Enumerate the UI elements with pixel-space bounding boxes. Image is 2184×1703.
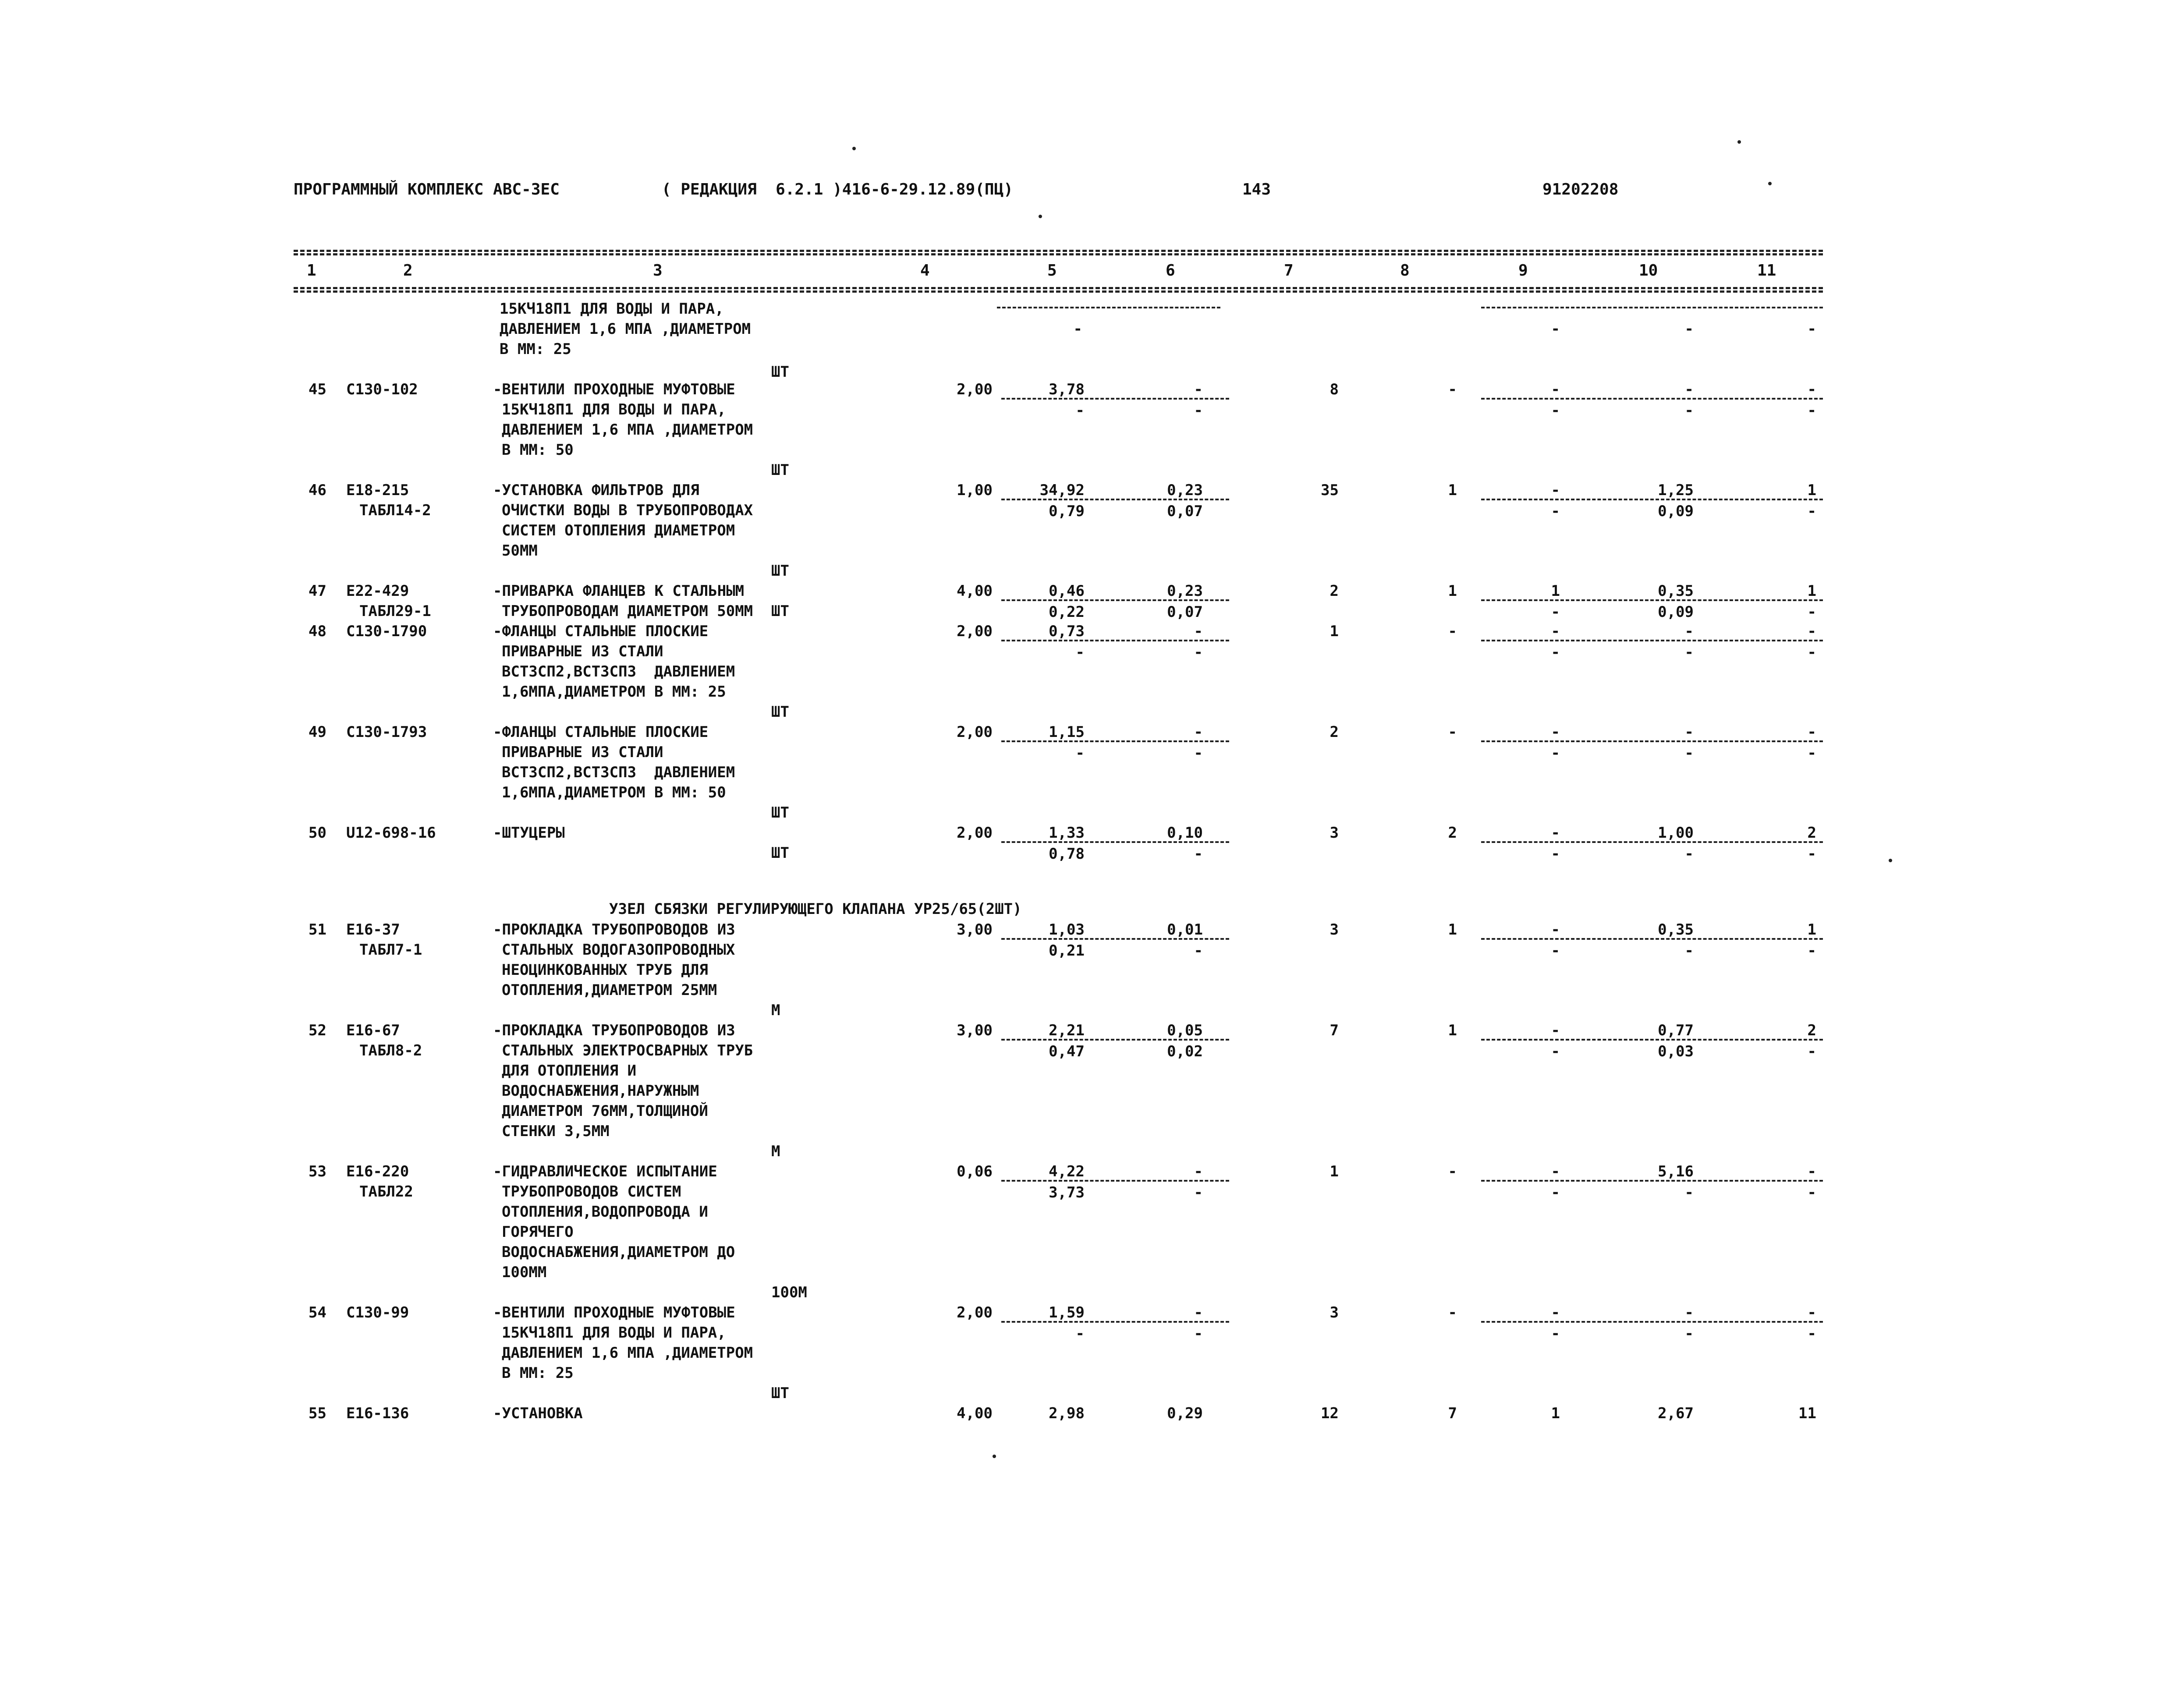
cost-value: - — [1551, 723, 1560, 741]
edition-label: ( РЕДАКЦИЯ 6.2.1 )416-6-29.12.89(ПЦ) — [662, 181, 1013, 198]
norm-code: ТАБЛ8-2 — [359, 1042, 422, 1059]
cost-value: 0,23 — [1167, 582, 1203, 600]
cost-value: - — [1684, 1304, 1694, 1321]
cost-value: - — [1807, 1163, 1816, 1180]
cost-value: 2 — [1807, 824, 1816, 842]
cost-value: - — [1684, 1184, 1694, 1201]
quantity-value: 2,00 — [957, 824, 993, 842]
description-line: ПРИВАРНЫЕ ИЗ СТАЛИ — [502, 744, 663, 761]
cost-value: - — [1807, 1325, 1816, 1342]
column-number: 9 — [1518, 262, 1528, 280]
description-line: ДЛЯ ОТОПЛЕНИЯ И — [502, 1062, 637, 1080]
norm-code: С130-99 — [346, 1304, 409, 1321]
column-number: 6 — [1166, 262, 1175, 280]
description-line: В ММ: 25 — [500, 340, 571, 358]
cost-value: - — [1194, 744, 1203, 762]
row-number: 54 — [308, 1304, 326, 1321]
description-line: ГОРЯЧЕГО — [502, 1223, 574, 1241]
norm-code: Е16-67 — [346, 1022, 400, 1039]
cost-value: - — [1551, 1163, 1560, 1180]
norm-code: ТАБЛ7-1 — [359, 941, 422, 959]
description-line: ВСТ3СП2,ВСТ3СП3 ДАВЛЕНИЕМ — [502, 663, 735, 680]
page-number: 143 — [1242, 181, 1271, 198]
cost-value: - — [1551, 320, 1560, 338]
cost-value: - — [1194, 845, 1203, 863]
unit-label: ШТ — [771, 602, 789, 620]
cost-divider — [1001, 841, 1229, 843]
description-line: -УСТАНОВКА ФИЛЬТРОВ ДЛЯ — [493, 482, 699, 499]
cost-value: - — [1551, 1022, 1560, 1039]
cost-value: - — [1807, 644, 1816, 661]
description-line: 100ММ — [502, 1264, 547, 1281]
row-number: 50 — [308, 824, 326, 842]
cost-value: 0,05 — [1167, 1022, 1203, 1039]
cost-value: - — [1194, 1163, 1203, 1180]
cost-value: 7 — [1330, 1022, 1339, 1039]
cost-value: 1 — [1330, 623, 1339, 640]
cost-value: 2 — [1448, 824, 1457, 842]
cost-value: 0,01 — [1167, 921, 1203, 938]
unit-label: 100М — [771, 1284, 807, 1301]
cost-value: 0,23 — [1167, 482, 1203, 499]
description-line: ОТОПЛЕНИЯ,ДИАМЕТРОМ 25ММ — [502, 981, 717, 999]
cost-value: - — [1075, 744, 1085, 762]
description-line: -ВЕНТИЛИ ПРОХОДНЫЕ МУФТОВЫЕ — [493, 381, 735, 398]
cost-divider — [1481, 1180, 1823, 1182]
cost-value: - — [1684, 320, 1694, 338]
cost-divider — [1481, 1321, 1823, 1323]
cost-value: 0,21 — [1049, 942, 1085, 959]
description-line: В ММ: 50 — [502, 441, 574, 459]
cost-value: 1,25 — [1658, 482, 1694, 499]
unit-label: М — [771, 1143, 780, 1160]
norm-code: Е16-37 — [346, 921, 400, 938]
scan-speck — [1768, 182, 1772, 185]
description-line: -ВЕНТИЛИ ПРОХОДНЫЕ МУФТОВЫЕ — [493, 1304, 735, 1321]
cost-value: - — [1448, 1304, 1457, 1321]
column-number: 8 — [1400, 262, 1410, 280]
cost-value: - — [1551, 1043, 1560, 1060]
column-number: 5 — [1047, 262, 1057, 280]
cost-divider — [1001, 740, 1229, 742]
description-line: СТАЛЬНЫХ ВОДОГАЗОПРОВОДНЫХ — [502, 941, 735, 959]
quantity-value: 3,00 — [957, 1022, 993, 1039]
quantity-value: 0,06 — [957, 1163, 993, 1180]
cost-value: - — [1807, 942, 1816, 959]
column-number: 3 — [653, 262, 663, 280]
cost-divider — [1001, 398, 1229, 400]
cost-divider — [1481, 938, 1823, 940]
cost-value: 7 — [1448, 1405, 1457, 1422]
cost-value: 1 — [1448, 1022, 1457, 1039]
description-line: 15КЧ18П1 ДЛЯ ВОДЫ И ПАРА, — [500, 300, 724, 318]
norm-code: ТАБЛ14-2 — [359, 502, 431, 519]
description-line: ДАВЛЕНИЕМ 1,6 МПА ,ДИАМЕТРОМ — [502, 1344, 753, 1362]
row-number: 47 — [308, 582, 326, 600]
description-line: ОЧИСТКИ ВОДЫ В ТРУБОПРОВОДАХ — [502, 502, 753, 519]
cost-value: - — [1551, 845, 1560, 863]
cost-value: 11 — [1798, 1405, 1816, 1422]
cost-value: - — [1551, 482, 1560, 499]
cost-value: 2 — [1330, 582, 1339, 600]
cost-value: - — [1194, 402, 1203, 419]
cost-value: - — [1551, 503, 1560, 520]
description-line: 1,6МПА,ДИАМЕТРОМ В ММ: 50 — [502, 784, 726, 801]
cost-value: - — [1551, 744, 1560, 762]
cost-value: - — [1684, 723, 1694, 741]
document-code: 91202208 — [1542, 181, 1619, 198]
cost-value: - — [1194, 723, 1203, 741]
description-line: -ГИДРАВЛИЧЕСКОЕ ИСПЫТАНИЕ — [493, 1163, 717, 1180]
cost-value: - — [1448, 381, 1457, 398]
cost-value: 1 — [1807, 921, 1816, 938]
unit-label: ШТ — [771, 1384, 789, 1402]
cost-value: 2,98 — [1049, 1405, 1085, 1422]
cost-value: - — [1448, 1163, 1457, 1180]
cost-value: 34,92 — [1039, 482, 1085, 499]
description-line: 50ММ — [502, 542, 538, 559]
cost-value: - — [1807, 1043, 1816, 1060]
norm-code: С130-102 — [346, 381, 418, 398]
cost-value: 3 — [1330, 921, 1339, 938]
cost-value: 0,35 — [1658, 582, 1694, 600]
quantity-value: 1,00 — [957, 482, 993, 499]
description-line: -ШТУЦЕРЫ — [493, 824, 565, 842]
unit-label: ШТ — [771, 844, 789, 862]
section-title: УЗЕЛ СБЯЗКИ РЕГУЛИРУЮЩЕГО КЛАПАНА УР25/65(2ШТ) — [609, 900, 1022, 918]
norm-code: ТАБЛ22 — [359, 1183, 413, 1200]
cost-divider — [1001, 938, 1229, 940]
cost-value: - — [1551, 942, 1560, 959]
cost-value: 0,46 — [1049, 582, 1085, 600]
cost-value: - — [1194, 942, 1203, 959]
norm-code: С130-1793 — [346, 723, 427, 741]
description-line: -ПРОКЛАДКА ТРУБОПРОВОДОВ ИЗ — [493, 1022, 735, 1039]
cost-value: - — [1807, 623, 1816, 640]
cost-value: 2 — [1807, 1022, 1816, 1039]
cost-value: - — [1551, 1325, 1560, 1342]
cost-divider — [1481, 640, 1823, 641]
cost-value: - — [1684, 942, 1694, 959]
cost-divider — [1481, 599, 1823, 601]
scan-speck — [1889, 859, 1892, 862]
cost-value: - — [1551, 623, 1560, 640]
cost-value: 3 — [1330, 1304, 1339, 1321]
row-number: 55 — [308, 1405, 326, 1422]
cost-value: 1 — [1448, 482, 1457, 499]
column-number: 2 — [403, 262, 413, 280]
cost-value: - — [1684, 744, 1694, 762]
cost-divider — [1481, 398, 1823, 400]
description-line: 1,6МПА,ДИАМЕТРОМ В ММ: 25 — [502, 683, 726, 701]
description-line: ДИАМЕТРОМ 76ММ,ТОЛЩИНОЙ — [502, 1102, 708, 1120]
unit-label: ШТ — [771, 363, 789, 381]
description-line: СИСТЕМ ОТОПЛЕНИЯ ДИАМЕТРОМ — [502, 522, 735, 539]
cost-value: - — [1807, 744, 1816, 762]
description-line: ТРУБОПРОВОДАМ ДИАМЕТРОМ 50ММ — [502, 602, 753, 620]
description-line: СТАЛЬНЫХ ЭЛЕКТРОСВАРНЫХ ТРУБ — [502, 1042, 753, 1059]
cost-value: - — [1075, 644, 1085, 661]
unit-label: М — [771, 1002, 780, 1019]
cost-value: - — [1807, 381, 1816, 398]
description-line: -ФЛАНЦЫ СТАЛЬНЫЕ ПЛОСКИЕ — [493, 623, 709, 640]
cost-divider — [1001, 1321, 1229, 1323]
cost-value: 1 — [1551, 1405, 1560, 1422]
description-line: ПРИВАРНЫЕ ИЗ СТАЛИ — [502, 643, 663, 660]
cost-value: - — [1684, 402, 1694, 419]
cost-value: - — [1551, 402, 1560, 419]
unit-label: ШТ — [771, 461, 789, 479]
cost-value: - — [1194, 1184, 1203, 1201]
cost-value: 4,22 — [1049, 1163, 1085, 1180]
cost-value: - — [1684, 845, 1694, 863]
cost-value: 0,29 — [1167, 1405, 1203, 1422]
column-number: 1 — [307, 262, 316, 280]
quantity-value: 4,00 — [957, 582, 993, 600]
cost-divider — [1001, 640, 1229, 641]
description-line: 15КЧ18П1 ДЛЯ ВОДЫ И ПАРА, — [502, 401, 726, 418]
column-number: 4 — [920, 262, 930, 280]
description-line: НЕОЦИНКОВАННЫХ ТРУБ ДЛЯ — [502, 961, 708, 979]
quantity-value: 2,00 — [957, 723, 993, 741]
cost-divider — [1481, 1039, 1823, 1041]
cost-value: 0,22 — [1049, 603, 1085, 621]
scan-speck — [993, 1455, 996, 1458]
cost-value: - — [1807, 320, 1816, 338]
cost-value: - — [1551, 921, 1560, 938]
cost-value: 0,47 — [1049, 1043, 1085, 1060]
quantity-value: 2,00 — [957, 623, 993, 640]
scan-speck — [1737, 140, 1741, 144]
cost-value: 0,03 — [1658, 1043, 1694, 1060]
description-line: 15КЧ18П1 ДЛЯ ВОДЫ И ПАРА, — [502, 1324, 726, 1342]
cost-value: - — [1807, 1304, 1816, 1321]
cost-value: 3 — [1330, 824, 1339, 842]
norm-code: ТАБЛ29-1 — [359, 602, 431, 620]
cost-value: 1,00 — [1658, 824, 1694, 842]
cost-value: - — [1448, 723, 1457, 741]
cost-value: 1 — [1448, 582, 1457, 600]
cost-value: - — [1684, 644, 1694, 661]
description-line: -ПРОКЛАДКА ТРУБОПРОВОДОВ ИЗ — [493, 921, 735, 938]
cost-value: 0,73 — [1049, 623, 1085, 640]
norm-code: С130-1790 — [346, 623, 427, 640]
cost-divider — [1001, 599, 1229, 601]
column-number: 7 — [1284, 262, 1294, 280]
cost-value: - — [1194, 1304, 1203, 1321]
description-line: ВОДОСНАБЖЕНИЯ,НАРУЖНЫМ — [502, 1082, 699, 1100]
scan-speck — [852, 147, 856, 150]
cost-value: 0,77 — [1658, 1022, 1694, 1039]
cost-value: 1,03 — [1049, 921, 1085, 938]
cost-value: - — [1684, 381, 1694, 398]
cost-value: - — [1551, 381, 1560, 398]
cost-divider — [1481, 307, 1823, 308]
cost-value: - — [1684, 1325, 1694, 1342]
description-line: ВОДОСНАБЖЕНИЯ,ДИАМЕТРОМ ДО — [502, 1243, 735, 1261]
cost-value: 0,07 — [1167, 603, 1203, 621]
cost-value: - — [1807, 402, 1816, 419]
table-top-rule-2 — [294, 253, 1823, 255]
cost-divider — [1001, 1039, 1229, 1041]
cost-value: 2,21 — [1049, 1022, 1085, 1039]
cost-value: 35 — [1321, 482, 1339, 499]
unit-label: ШТ — [771, 804, 789, 821]
cost-value: - — [1807, 603, 1816, 621]
cost-divider — [1001, 1180, 1229, 1182]
cost-value: - — [1073, 320, 1082, 338]
cost-value: 8 — [1330, 381, 1339, 398]
description-line: В ММ: 25 — [502, 1364, 574, 1382]
cost-value: - — [1807, 723, 1816, 741]
cost-divider — [1481, 740, 1823, 742]
cost-value: 0,07 — [1167, 503, 1203, 520]
norm-code: Е22-429 — [346, 582, 409, 600]
cost-value: - — [1551, 1304, 1560, 1321]
cost-value: 1 — [1448, 921, 1457, 938]
cost-value: 0,09 — [1658, 503, 1694, 520]
cost-value: - — [1684, 623, 1694, 640]
cost-value: 1,15 — [1049, 723, 1085, 741]
cost-value: - — [1075, 1325, 1085, 1342]
cost-value: 0,02 — [1167, 1043, 1203, 1060]
row-number: 52 — [308, 1022, 326, 1039]
cost-value: 0,10 — [1167, 824, 1203, 842]
cost-value: 0,78 — [1049, 845, 1085, 863]
description-line: ДАВЛЕНИЕМ 1,6 МПА ,ДИАМЕТРОМ — [502, 421, 753, 439]
cost-divider — [997, 307, 1220, 308]
row-number: 45 — [308, 381, 326, 398]
description-line: ТРУБОПРОВОДОВ СИСТЕМ — [502, 1183, 681, 1200]
norm-code: U12-698-16 — [346, 824, 436, 842]
cost-value: 1 — [1330, 1163, 1339, 1180]
cost-value: - — [1194, 623, 1203, 640]
cost-value: - — [1551, 824, 1560, 842]
row-number: 53 — [308, 1163, 326, 1180]
cost-value: 2,67 — [1658, 1405, 1694, 1422]
cost-value: - — [1807, 503, 1816, 520]
description-line: -УСТАНОВКА — [493, 1405, 583, 1422]
cost-value: - — [1194, 644, 1203, 661]
column-number: 11 — [1757, 262, 1776, 280]
cost-divider — [1001, 499, 1229, 500]
cost-value: - — [1448, 623, 1457, 640]
cost-value: 1 — [1807, 582, 1816, 600]
cost-value: 0,79 — [1049, 503, 1085, 520]
cost-divider — [1481, 841, 1823, 843]
cost-value: 3,73 — [1049, 1184, 1085, 1201]
cost-value: 0,35 — [1658, 921, 1694, 938]
description-line: СТЕНКИ 3,5ММ — [502, 1122, 610, 1140]
quantity-value: 4,00 — [957, 1405, 993, 1422]
description-line: ВСТ3СП2,ВСТ3СП3 ДАВЛЕНИЕМ — [502, 764, 735, 781]
cost-value: - — [1075, 402, 1085, 419]
column-number: 10 — [1639, 262, 1658, 280]
cost-value: - — [1551, 644, 1560, 661]
description-line: -ПРИВАРКА ФЛАНЦЕВ К СТАЛЬНЫМ — [493, 582, 745, 600]
norm-code: Е16-136 — [346, 1405, 409, 1422]
cost-value: - — [1551, 1184, 1560, 1201]
cost-value: - — [1807, 845, 1816, 863]
cost-value: - — [1194, 1325, 1203, 1342]
program-title: ПРОГРАММНЫЙ КОМПЛЕКС АВС-3ЕС — [294, 181, 560, 198]
unit-label: ШТ — [771, 703, 789, 721]
quantity-value: 3,00 — [957, 921, 993, 938]
description-line: ДАВЛЕНИЕМ 1,6 МПА ,ДИАМЕТРОМ — [500, 320, 751, 338]
row-number: 49 — [308, 723, 326, 741]
cost-value: 5,16 — [1658, 1163, 1694, 1180]
cost-value: - — [1194, 381, 1203, 398]
cost-value: 1,33 — [1049, 824, 1085, 842]
cost-value: 0,09 — [1658, 603, 1694, 621]
scan-speck — [1039, 215, 1042, 218]
cost-value: 1 — [1551, 582, 1560, 600]
cost-value: 1,59 — [1049, 1304, 1085, 1321]
header-bottom-rule-2 — [294, 290, 1823, 293]
cost-value: - — [1551, 603, 1560, 621]
row-number: 51 — [308, 921, 326, 938]
quantity-value: 2,00 — [957, 381, 993, 398]
quantity-value: 2,00 — [957, 1304, 993, 1321]
row-number: 46 — [308, 482, 326, 499]
norm-code: Е18-215 — [346, 482, 409, 499]
description-line: ОТОПЛЕНИЯ,ВОДОПРОВОДА И — [502, 1203, 708, 1221]
unit-label: ШТ — [771, 562, 789, 580]
cost-value: 2 — [1330, 723, 1339, 741]
table-top-rule — [294, 250, 1823, 252]
norm-code: Е16-220 — [346, 1163, 409, 1180]
cost-value: - — [1807, 1184, 1816, 1201]
row-number: 48 — [308, 623, 326, 640]
cost-value: 1 — [1807, 482, 1816, 499]
cost-value: 12 — [1321, 1405, 1339, 1422]
description-line: -ФЛАНЦЫ СТАЛЬНЫЕ ПЛОСКИЕ — [493, 723, 709, 741]
cost-divider — [1481, 499, 1823, 500]
header-bottom-rule — [294, 287, 1823, 289]
cost-value: 3,78 — [1049, 381, 1085, 398]
